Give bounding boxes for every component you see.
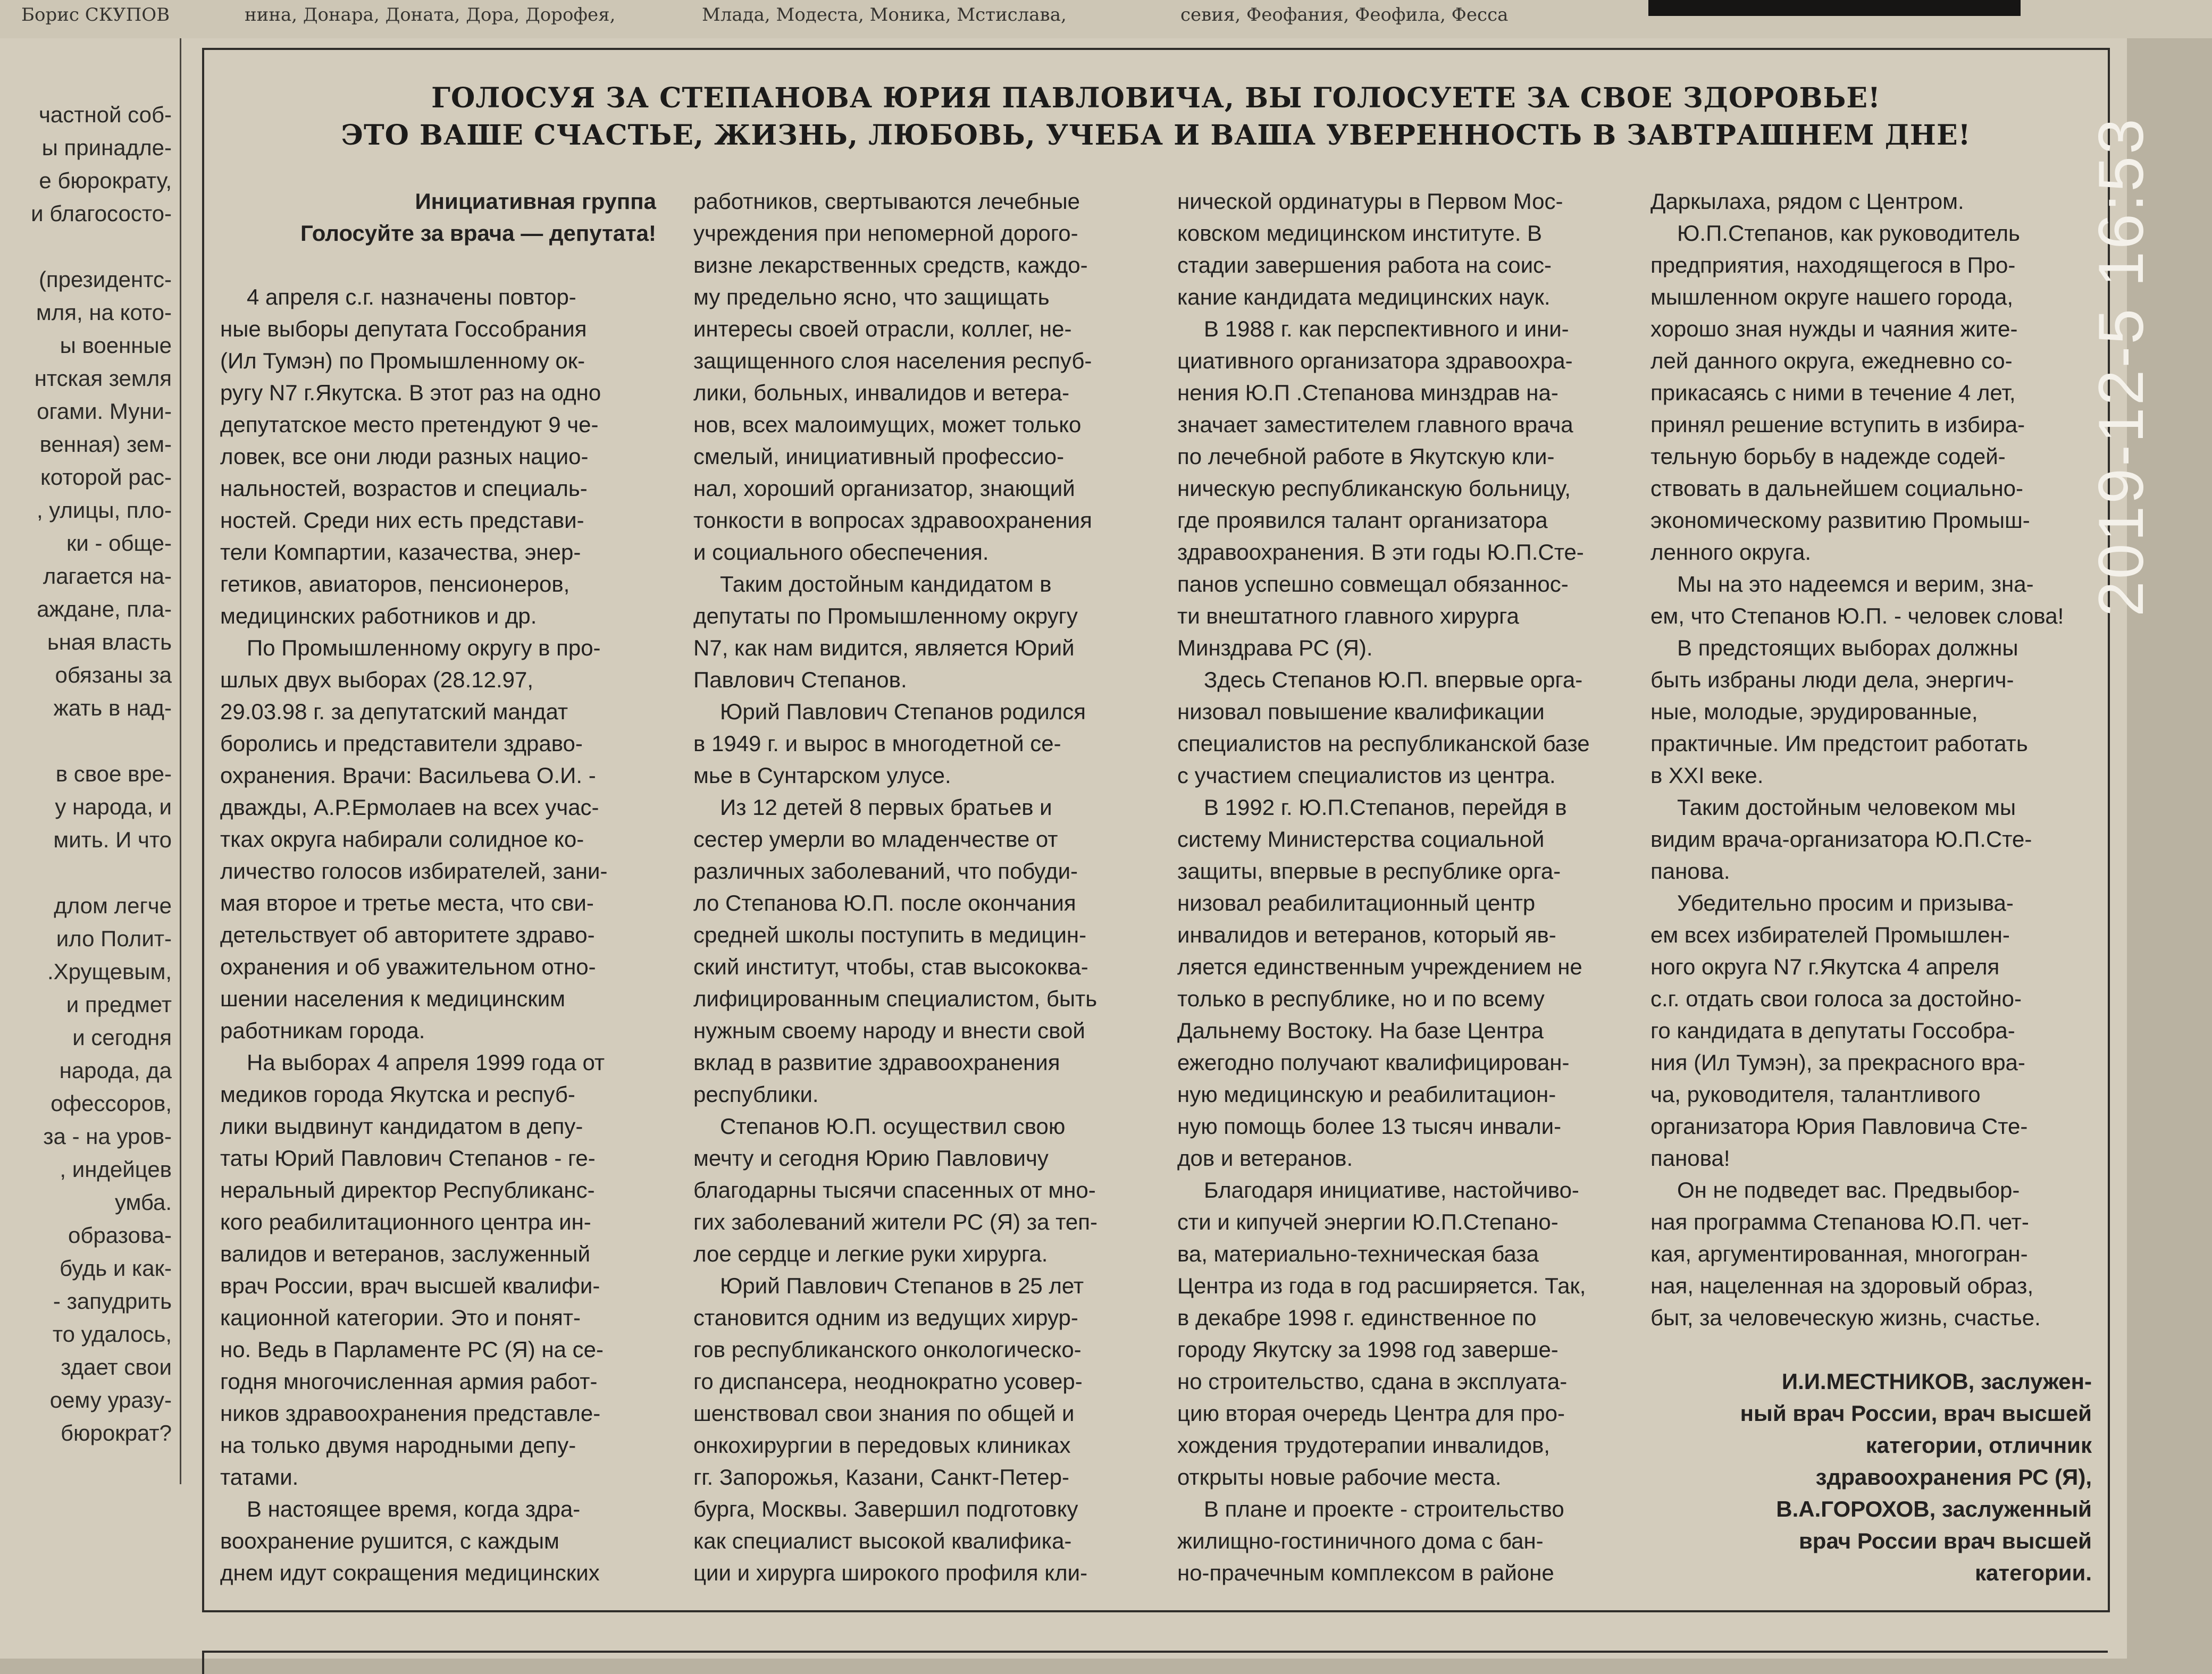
article-line: ностей. Среди них есть представи- [220, 508, 584, 533]
article-line: ния (Ил Тумэн), за прекрасного вра- [1650, 1050, 2025, 1075]
article-line: медиков города Якутска и респуб- [220, 1082, 575, 1107]
article-line: городу Якутску за 1998 год заверше- [1177, 1337, 1559, 1362]
article-line: становится одним из ведущих хирур- [693, 1305, 1078, 1330]
article-line: Ю.П.Степанов, как руководитель [1677, 221, 2020, 246]
top-names-1: нина, Донара, Доната, Дора, Дорофея, [245, 4, 616, 26]
article-line: 4 апреля с.г. назначены повтор- [247, 284, 576, 309]
article-line: здравоохранения РС (Я), [1815, 1465, 2092, 1490]
article-line: Он не подведет вас. Предвыбор- [1677, 1177, 2020, 1202]
article-line: шенствовал свои знания по общей и [693, 1401, 1075, 1426]
left-column-line: венная) зем- [39, 432, 172, 457]
article-line: ем всех избирателей Промышлен- [1650, 922, 2010, 947]
article-line: видим врача-организатора Ю.П.Сте- [1650, 827, 2032, 852]
article-line: ем, что Степанов Ю.П. - человек слова! [1650, 603, 2064, 628]
article-line: ническую республиканскую больницу, [1177, 476, 1571, 501]
top-names-2: Млада, Модеста, Моника, Мстислава, [702, 4, 1067, 26]
left-column-line: и сегодня [72, 1025, 172, 1050]
left-column-line: образова- [68, 1223, 172, 1248]
article-line: гих заболеваний жители РС (Я) за теп- [693, 1209, 1097, 1234]
article-line: работникам города. [220, 1018, 425, 1043]
article-line: защиты, впервые в республике орга- [1177, 859, 1561, 884]
left-column-line: и предмет [66, 992, 172, 1017]
article-line: охранения и об уважительном отно- [220, 954, 596, 979]
article-line: ча, руководителя, талантливого [1650, 1082, 1981, 1107]
left-column-line: обязаны за [55, 662, 172, 687]
left-column-line: то удалось, [52, 1322, 172, 1347]
article-line: татами. [220, 1465, 299, 1490]
article-line: 29.03.98 г. за депутатский мандат [220, 699, 568, 724]
article-line: лифицированным специалистом, быть [693, 986, 1097, 1011]
article-line: лей данного округа, ежедневно со- [1650, 348, 2013, 373]
article-line: Убедительно просим и призыва- [1677, 890, 2014, 915]
article-line: прикасаясь с ними в течение 4 лет, [1650, 380, 2016, 405]
article-line: в XXI веке. [1650, 763, 1764, 788]
article-line: панов успешно совмещал обязаннос- [1177, 571, 1569, 596]
article-line: тках округа набирали солидное ко- [220, 827, 584, 852]
article-line: вклад в развитие здравоохранения [693, 1050, 1060, 1075]
article-line: защищенного слоя населения респуб- [693, 348, 1092, 373]
article-line: в декабре 1998 г. единственное по [1177, 1305, 1537, 1330]
article-line: му предельно ясно, что защищать [693, 284, 1050, 309]
article-line: бурга, Москвы. Завершил подготовку [693, 1496, 1078, 1521]
article-line: Дальнему Востоку. На базе Центра [1177, 1018, 1544, 1043]
article-line: Из 12 детей 8 первых братьев и [720, 795, 1052, 820]
left-column-line: за - на уров- [43, 1124, 172, 1149]
article-line: ную медицинскую и реабилитацион- [1177, 1082, 1556, 1107]
article-line: Степанов Ю.П. осуществил свою [720, 1114, 1066, 1139]
article-line: лики, больных, инвалидов и ветера- [693, 380, 1070, 405]
left-column-line: длом легче [54, 893, 172, 918]
article-line: нал, хороший организатор, знающий [693, 476, 1075, 501]
article-line: депутаты по Промышленному округу [693, 603, 1078, 628]
article-line: кание кандидата медицинских наук. [1177, 284, 1551, 309]
article-line: В настоящее время, когда здра- [247, 1496, 581, 1521]
left-column-line: ьная власть [47, 629, 172, 654]
article-line: с.г. отдать свои голоса за достойно- [1650, 986, 2022, 1011]
article-line: хождения трудотерапии инвалидов, [1177, 1433, 1550, 1458]
article-line: тонкости в вопросах здравоохранения [693, 508, 1092, 533]
article-line [1650, 1334, 2092, 1366]
article-line: быт, за человеческую жизнь, счастье. [1650, 1305, 2041, 1330]
article-line: республики. [693, 1082, 819, 1107]
article-line: N7, как нам видится, является Юрий [693, 635, 1075, 660]
article-line: По Промышленному округу в про- [247, 635, 601, 660]
article-line: дважды, А.Р.Ермолаев на всех учас- [220, 795, 599, 820]
left-column-line: мить. И что [53, 827, 172, 852]
top-strip [0, 0, 2212, 38]
article-line: В предстоящих выборах должны [1677, 635, 2018, 660]
article-line: инвалидов и ветеранов, который яв- [1177, 922, 1556, 947]
article-line: только в республике, но и по всему [1177, 986, 1545, 1011]
article-line: и социального обеспечения. [693, 540, 989, 565]
article-line: ляется единственным учреждением не [1177, 954, 1582, 979]
article-line: онкохирургии в передовых клиниках [693, 1433, 1071, 1458]
left-column-line: ило Полит- [56, 926, 172, 951]
article-line: шлых двух выборах (28.12.97, [220, 667, 534, 692]
article-line: на только двумя народными депу- [220, 1433, 576, 1458]
article-line: сти и кипучей энергии Ю.П.Степано- [1177, 1209, 1559, 1234]
article-line: панова! [1650, 1146, 1730, 1171]
article-line: практичные. Им предстоит работать [1650, 731, 2028, 756]
left-column-line: лагается на- [43, 563, 172, 588]
article-line: визне лекарственных средств, каждо- [693, 253, 1088, 277]
article-line: ную помощь более 13 тысяч инвали- [1177, 1114, 1562, 1139]
article-line: циативного организатора здравоохра- [1177, 348, 1573, 373]
article-line: ковском медицинском институте. В [1177, 221, 1543, 246]
left-column-line: - запудрить [53, 1289, 172, 1314]
left-column-line: здает свои [61, 1355, 172, 1379]
article-line: валидов и ветеранов, заслуженный [220, 1241, 591, 1266]
article-line: мье в Сунтарском улусе. [693, 763, 951, 788]
article-line: ва, материально-техническая база [1177, 1241, 1539, 1266]
article-line: нальностей, возрастов и специаль- [220, 476, 588, 501]
article-line: как специалист высокой квалифика- [693, 1528, 1072, 1553]
top-author: Борис СКУПОВ [21, 4, 170, 26]
headline-line-1: ГОЛОСУЯ ЗА СТЕПАНОВА ЮРИЯ ПАВЛОВИЧА, ВЫ ГОЛОСУЕТЕ ЗА СВОЕ ЗДОРОВЬЕ! [431, 82, 1881, 114]
article-line: гов республиканского онкологическо- [693, 1337, 1082, 1362]
article-line: благодарны тысячи спасенных от мно- [693, 1177, 1096, 1202]
left-column-line: бюрократ? [60, 1420, 172, 1445]
article-line: специалистов на республиканской базе [1177, 731, 1590, 756]
article-line: медицинских работников и др. [220, 603, 537, 628]
left-column-line: мля, на кото- [36, 300, 172, 325]
article-line: гг. Запорожья, Казани, Санкт-Петер- [693, 1465, 1069, 1490]
left-column-line: ы принадле- [41, 135, 172, 160]
article-line: го кандидата в депутаты Госсобра- [1650, 1018, 2015, 1043]
article-line: гетиков, авиаторов, пенсионеров, [220, 571, 570, 596]
article-line: охранения. Врачи: Васильева О.И. - [220, 763, 596, 788]
article-line: (Ил Тумэн) по Промышленному ок- [220, 348, 585, 373]
article-line: открыты новые рабочие места. [1177, 1465, 1502, 1490]
left-column-line: , улицы, пло- [36, 498, 172, 523]
article-line: здравоохранения. В эти годы Ю.П.Сте- [1177, 540, 1584, 565]
left-column-line: аждане, пла- [37, 596, 172, 621]
article-line: низовал реабилитационный центр [1177, 890, 1536, 915]
article-line: ти внештатного главного хирурга [1177, 603, 1519, 628]
dark-block [1648, 0, 2021, 16]
article-line: кая, аргументированная, многогран- [1650, 1241, 2028, 1266]
article-line: И.И.МЕСТНИКОВ, заслужен- [1781, 1369, 2092, 1394]
article-line: врач России врач высшей [1798, 1528, 2092, 1553]
article-line: быть избраны люди дела, энергич- [1650, 667, 2014, 692]
left-column-line: огами. Муни- [37, 399, 172, 424]
article-line: ного округа N7 г.Якутска 4 апреля [1650, 954, 2000, 979]
article-line: Центра из года в год расширяется. Так, [1177, 1273, 1586, 1298]
article-line: ежегодно получают квалифицирован- [1177, 1050, 1570, 1075]
article-line: где проявился талант организатора [1177, 508, 1548, 533]
article-line: категории. [1975, 1560, 2092, 1585]
article-line: нужным своему народу и внести свой [693, 1018, 1085, 1043]
article-line: врач России, врач высшей квалифи- [220, 1273, 600, 1298]
photo-timestamp: 2019-12-5 16:53 [2085, 116, 2157, 617]
article-line: Минздрава РС (Я). [1177, 635, 1373, 660]
article-line: учреждения при непомерной дорого- [693, 221, 1078, 246]
article-line: годня многочисленная армия работ- [220, 1369, 598, 1394]
article-line: ленного округа. [1650, 540, 1812, 565]
article-line: ский институт, чтобы, став высококва- [693, 954, 1088, 979]
article-line: Таким достойным человеком мы [1677, 795, 2016, 820]
left-column-line: умба. [114, 1190, 172, 1215]
left-column-line: которой рас- [40, 465, 172, 490]
article-line: Инициативная группа [415, 189, 656, 214]
article-line: Даркылаха, рядом с Центром. [1650, 189, 1964, 214]
article-line: ругу N7 г.Якутска. В этот раз на одно [220, 380, 601, 405]
article-line: Здесь Степанов Ю.П. впервые орга- [1204, 667, 1583, 692]
article-line: организатора Юрия Павловича Сте- [1650, 1114, 2028, 1139]
top-names-3: севия, Феофания, Феофила, Фесса [1180, 4, 1509, 26]
article-line: В 1992 г. Ю.П.Степанов, перейдя в [1204, 795, 1567, 820]
article-line: сестер умерли во младенчестве от [693, 827, 1058, 852]
article-line: по лечебной работе в Якутскую кли- [1177, 444, 1555, 469]
article-line: ная программа Степанова Ю.П. чет- [1650, 1209, 2029, 1234]
article-line: кого реабилитационного центра ин- [220, 1209, 591, 1234]
article-line: нов, всех малоимущих, может только [693, 412, 1082, 437]
article-line: различных заболеваний, что побуди- [693, 859, 1078, 884]
article-line: категории, отличник [1865, 1433, 2092, 1458]
left-column-line: и благососто- [31, 201, 172, 226]
left-column-line: ки - обще- [66, 531, 172, 556]
article-line: средней школы поступить в медицин- [693, 922, 1087, 947]
article-line: панова. [1650, 859, 1730, 884]
left-column-line: будь и как- [60, 1256, 172, 1281]
article-line: Таким достойным кандидатом в [720, 571, 1052, 596]
article-line: днем идут сокращения медицинских [220, 1560, 600, 1585]
article-line: с участием специалистов из центра. [1177, 763, 1556, 788]
article-line: принял решение вступить в избира- [1650, 412, 2025, 437]
article-line: хорошо зная нужды и чаяния жите- [1650, 316, 2018, 341]
article-line: смелый, инициативный профессио- [693, 444, 1065, 469]
article-line: кационной категории. Это и понят- [220, 1305, 581, 1330]
left-column-line: нтская земля [34, 366, 172, 391]
article-line: В 1988 г. как перспективного и ини- [1204, 316, 1569, 341]
article-line: дов и ветеранов. [1177, 1146, 1353, 1171]
article-line: нения Ю.П .Степанова минздрав на- [1177, 380, 1559, 405]
left-column-line: , индейцев [60, 1157, 172, 1182]
left-column-line: в свое вре- [55, 761, 172, 786]
article-line: боролись и представители здраво- [220, 731, 583, 756]
article-line: личество голосов избирателей, зани- [220, 859, 608, 884]
article-line: Павлович Степанов. [693, 667, 907, 692]
article-line: ный врач России, врач высшей [1740, 1401, 2092, 1426]
article-line: экономическому развитию Промыш- [1650, 508, 2030, 533]
article-line: ные выборы депутата Госсобрания [220, 316, 587, 341]
article-line: ловек, все они люди разных нацио- [220, 444, 589, 469]
next-article-frame [202, 1651, 2108, 1674]
article-line: Юрий Павлович Степанов в 25 лет [720, 1273, 1084, 1298]
left-column-line: у народа, и [55, 794, 172, 819]
article-line: нической ординатуры в Первом Мос- [1177, 189, 1563, 214]
article-line: низовал повышение квалификации [1177, 699, 1545, 724]
article-line: го диспансера, неоднократно усовер- [693, 1369, 1083, 1394]
article-line: но. Ведь в Парламенте РС (Я) на се- [220, 1337, 604, 1362]
article-line: На выборах 4 апреля 1999 года от [247, 1050, 605, 1075]
article-line: шении населения к медицинским [220, 986, 566, 1011]
article-line: мышленном округе нашего города, [1650, 284, 2014, 309]
left-column-line: частной соб- [38, 102, 172, 127]
article-line: жилищно-гостиничного дома с бан- [1177, 1528, 1544, 1553]
article-line: тели Компартии, казачества, энер- [220, 540, 581, 565]
headline-line-2: ЭТО ВАШЕ СЧАСТЬЕ, ЖИЗНЬ, ЛЮБОВЬ, УЧЕБА И ВАША УВЕРЕННОСТЬ В ЗАВТРАШНЕМ ДНЕ! [341, 119, 1971, 152]
article-line: Юрий Павлович Степанов родился [720, 699, 1086, 724]
article-line: ников здравоохранения представле- [220, 1401, 601, 1426]
article-line: ная, нацеленная на здоровый образ, [1650, 1273, 2034, 1298]
article-line: ло Степанова Ю.П. после окончания [693, 890, 1076, 915]
article-line: цию вторая очередь Центра для про- [1177, 1401, 1565, 1426]
article-line: Благодаря инициативе, настойчиво- [1204, 1177, 1579, 1202]
article-line: но-прачечным комплексом в районе [1177, 1560, 1554, 1585]
article-line: предприятия, находящегося в Про- [1650, 253, 2016, 277]
left-column-line: оему уразу- [49, 1387, 172, 1412]
article-line: Голосуйте за врача — депутата! [300, 221, 656, 246]
article-line: ции и хирурга широкого профиля кли- [693, 1560, 1088, 1585]
article-line: ные, молодые, эрудированные, [1650, 699, 1978, 724]
article-line: значает заместителем главного врача [1177, 412, 1573, 437]
left-column-line: (президентс- [38, 267, 172, 292]
article-line: неральный директор Республиканс- [220, 1177, 595, 1202]
left-column-line: .Хрущевым, [47, 959, 172, 984]
article-line: В.А.ГОРОХОВ, заслуженный [1776, 1496, 2092, 1521]
article-line [220, 249, 656, 281]
left-column-line: е бюрократу, [39, 168, 172, 193]
article-line: в 1949 г. и вырос в многодетной се- [693, 731, 1061, 756]
article-line: В плане и проекте - строительство [1204, 1496, 1564, 1521]
article-line: мечту и сегодня Юрию Павловичу [693, 1146, 1049, 1171]
article-line: лики выдвинут кандидатом в депу- [220, 1114, 583, 1139]
article-frame [202, 48, 2110, 1612]
article-line: детельствует об авторитете здраво- [220, 922, 595, 947]
article-line: воохранение рушится, с каждым [220, 1528, 559, 1553]
left-column-line: народа, да [59, 1058, 172, 1083]
article-line: мая второе и третье места, что сви- [220, 890, 594, 915]
article-line: тельную борьбу в надежде содей- [1650, 444, 2006, 469]
article-line: работников, свертываются лечебные [693, 189, 1080, 214]
article-line: Мы на это надеемся и верим, зна- [1677, 571, 2034, 596]
article-line: депутатское место претендуют 9 че- [220, 412, 599, 437]
article-line: но строительство, сдана в эксплуата- [1177, 1369, 1568, 1394]
article-line: лое сердце и легкие руки хирурга. [693, 1241, 1048, 1266]
article-line: таты Юрий Павлович Степанов - ге- [220, 1146, 596, 1171]
left-column-line: офессоров, [51, 1091, 172, 1116]
article-line: стадии завершения работа на соис- [1177, 253, 1552, 277]
left-column-line: жать в над- [53, 695, 172, 720]
left-cut-column [0, 38, 178, 1622]
article-line: ствовать в дальнейшем социально- [1650, 476, 2023, 501]
left-column-line: ы военные [60, 333, 172, 358]
article-line: интересы своей отрасли, коллег, не- [693, 316, 1072, 341]
article-line: систему Министерства социальной [1177, 827, 1545, 852]
column-rule [180, 38, 181, 1484]
